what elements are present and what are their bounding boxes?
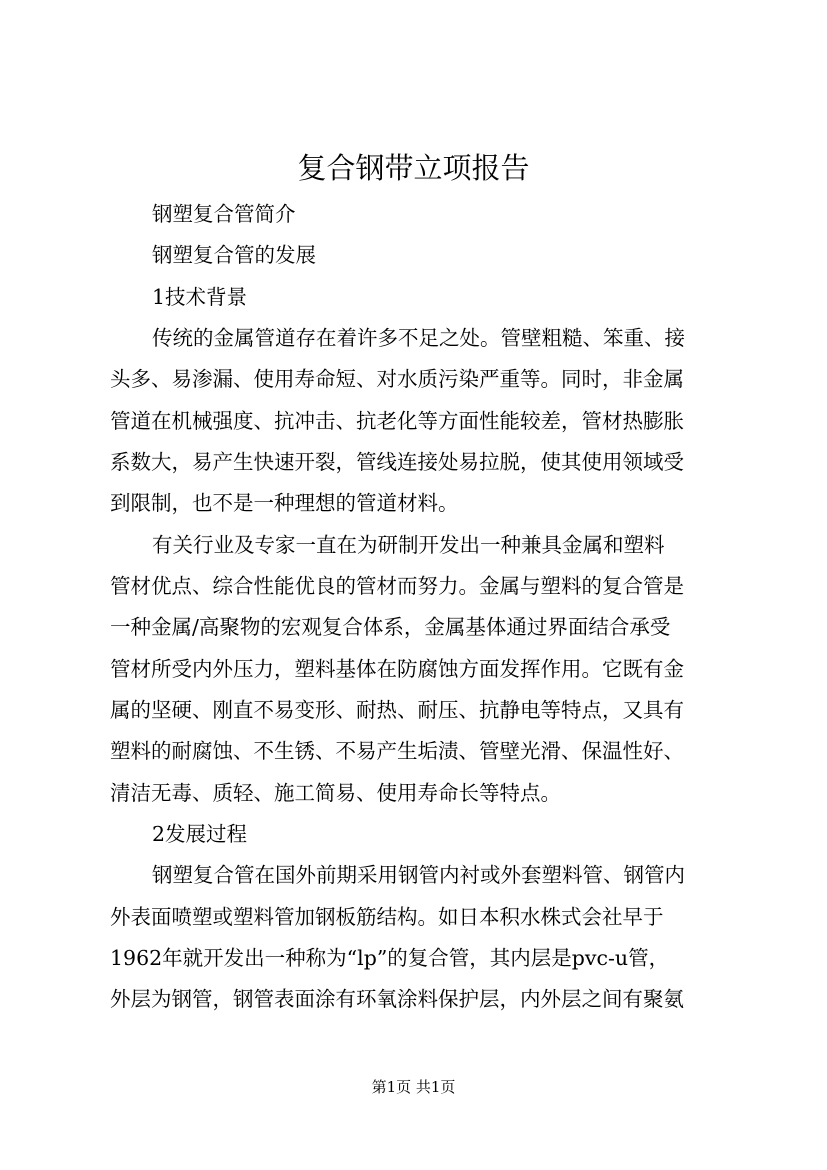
paragraph-line: 外层为钢管，钢管表面涂有环氧涂料保护层，内外层之间有聚氨 (110, 987, 684, 1011)
paragraph-line: 1962年就开发出一种称为“lp”的复合管，其内层是pvc-u管， (110, 946, 670, 970)
paragraph-line: 传统的金属管道存在着许多不足之处。管壁粗糙、笨重、接 (152, 326, 685, 350)
paragraph-line: 管道在机械强度、抗冲击、抗老化等方面性能较差，管材热膨胀 (110, 409, 684, 433)
document-title: 复合钢带立项报告 (297, 151, 530, 185)
section-heading-process: 2发展过程 (152, 822, 248, 846)
paragraph-line: 到限制，也不是一种理想的管道材料。 (110, 491, 459, 515)
paragraph-line: 塑料的耐腐蚀、不生锈、不易产生垢渍、管壁光滑、保温性好、 (110, 739, 684, 763)
paragraph-line: 头多、易渗漏、使用寿命短、对水质污染严重等。同时，非金属 (110, 367, 684, 391)
paragraph-line: 管材优点、综合性能优良的管材而努力。金属与塑料的复合管是 (110, 574, 684, 598)
subheading-intro: 钢塑复合管简介 (152, 202, 296, 226)
paragraph-line: 管材所受内外压力，塑料基体在防腐蚀方面发挥作用。它既有金 (110, 657, 684, 681)
paragraph-line: 钢塑复合管在国外前期采用钢管内衬或外套塑料管、钢管内 (152, 863, 685, 887)
paragraph-line: 系数大，易产生快速开裂，管线连接处易拉脱，使其使用领域受 (110, 450, 684, 474)
paragraph-line: 属的坚硬、刚直不易变形、耐热、耐压、抗静电等特点，又具有 (110, 698, 684, 722)
paragraph-line: 一种金属/高聚物的宏观复合体系，金属基体通过界面结合承受 (110, 615, 671, 639)
page-footer: 第1页 共1页 (371, 1078, 456, 1096)
paragraph-line: 外表面喷塑或塑料管加钢板筋结构。如日本积水株式会社早于 (110, 905, 664, 929)
section-heading-background: 1技术背景 (152, 285, 248, 309)
paragraph-line: 清洁无毒、质轻、施工简易、使用寿命长等特点。 (110, 781, 561, 805)
paragraph-line: 有关行业及专家一直在为研制开发出一种兼具金属和塑料 (152, 533, 665, 557)
subheading-development: 钢塑复合管的发展 (152, 243, 316, 267)
